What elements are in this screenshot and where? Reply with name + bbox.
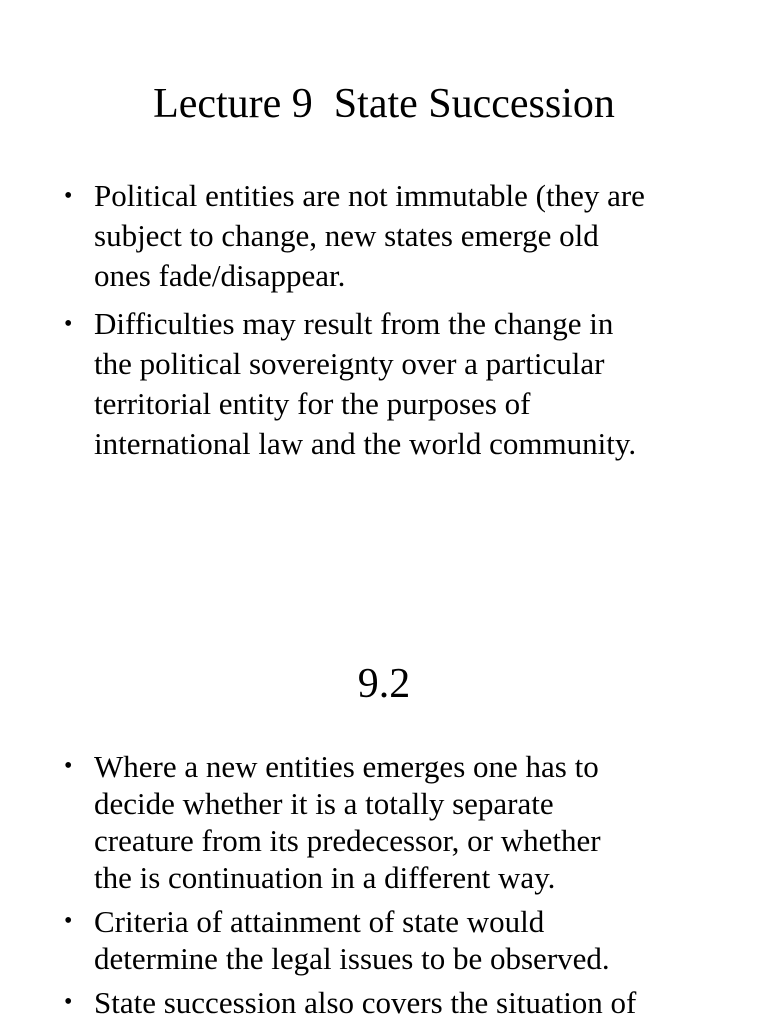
- bullet-text-line: subject to change, new states emerge old: [94, 218, 599, 253]
- bullet-icon: •: [64, 753, 73, 779]
- bullet-item: [62, 984, 722, 1021]
- bullet-item: [62, 176, 722, 296]
- slide-title: Lecture 9 State Succession: [153, 81, 615, 127]
- bullet-icon: •: [64, 908, 73, 934]
- bullet-list: [62, 176, 722, 472]
- bullet-text-line: State succession also covers the situation of: [94, 985, 637, 1020]
- bullet-text-line: ones fade/disappear.: [94, 258, 346, 293]
- bullet-text-line: Difficulties may result from the change in: [94, 306, 614, 341]
- bullet-text-line: territorial entity for the purposes of: [94, 386, 531, 421]
- bullet-item: [62, 748, 722, 896]
- bullet-text-line: Where a new entities emerges one has to: [94, 749, 599, 784]
- bullet-item: [62, 304, 722, 464]
- bullet-text-line: the political sovereignty over a particular: [94, 346, 605, 381]
- bullet-text-line: the is continuation in a different way.: [94, 860, 556, 895]
- bullet-text-line: decide whether it is a totally separate: [94, 786, 554, 821]
- bullet-icon: •: [64, 183, 73, 209]
- bullet-list: [62, 748, 722, 1028]
- bullet-icon: •: [64, 311, 73, 337]
- bullet-icon: •: [64, 989, 73, 1015]
- bullet-text-line: determine the legal issues to be observed.: [94, 941, 610, 976]
- bullet-text-line: creature from its predecessor, or whether: [94, 823, 601, 858]
- slide-2: [0, 640, 768, 1024]
- slide-title: 9.2: [357, 661, 411, 707]
- bullet-text-line: Political entities are not immutable (they are: [94, 178, 645, 213]
- bullet-text-line: international law and the world community.: [94, 426, 637, 461]
- bullet-text-line: Criteria of attainment of state would: [94, 904, 545, 939]
- bullet-item: [62, 903, 722, 977]
